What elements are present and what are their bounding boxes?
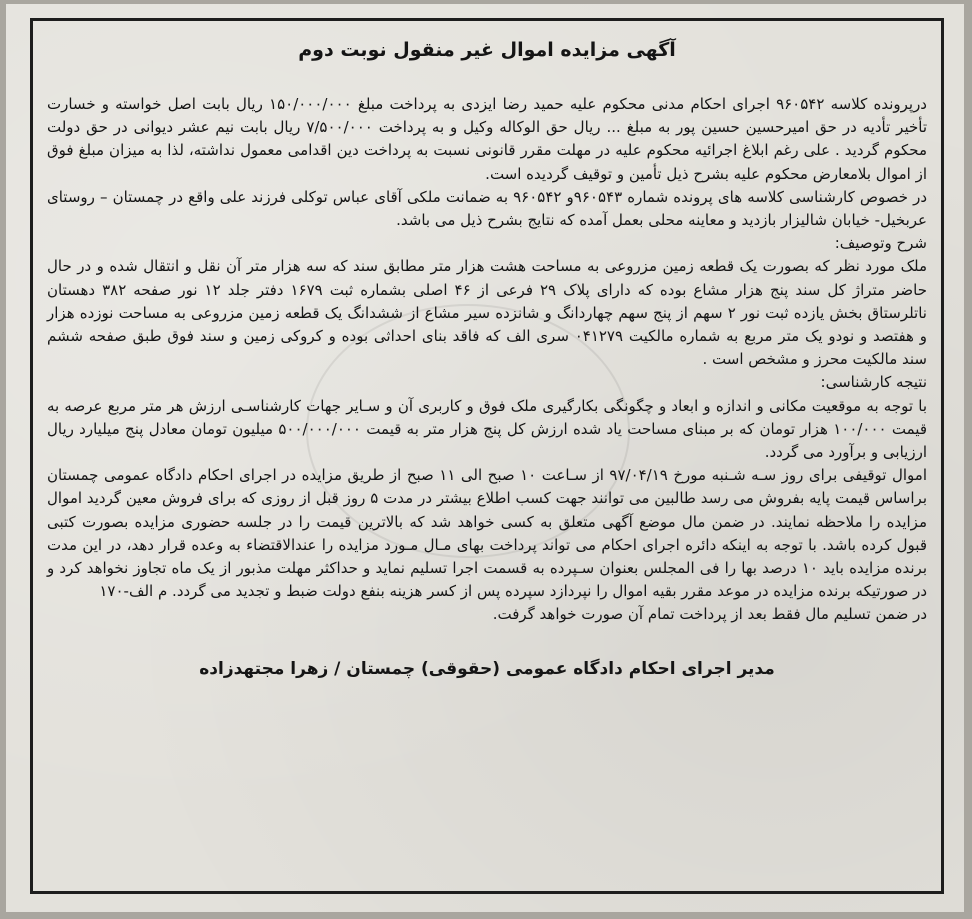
signature-line: مدیر اجرای احکام دادگاه عمومی (حقوقی) چمستان / زهرا مجتهدزاده: [199, 658, 775, 679]
paragraph-valuation: با توجه به موقعیت مکانی و اندازه و ابعاد و چگونگی بکارگیری ملک فوق و کاربری آن و سـایر جهات کارشناسـی ارزش هر متر مربع عرصه به قیمت ۱۰۰/۰۰۰ هزار تومان که بر مبنای مساحت یاد شده ارزش کل پنج هزار متر به قیمت ۵۰۰/۰۰۰/۰۰۰ میلیون تومان معادل پنج میلیارد ریال ارزیابی و برآورد می گردد.: [47, 396, 928, 462]
notice-title: آگهی مزایده اموال غیر منقول نوبت دوم: [298, 39, 676, 61]
paragraph-auction-terms: اموال توقیفی برای روز سـه شـنبه مورخ ۹۷/۰۴/۱۹ از سـاعت ۱۰ صبح الی ۱۱ صبح از طریق مزایده در اجرای احکام دادگاه عمومی چمستان براساس قیمت پایه بفروش می رسد طالبین می توانند جهت کسب اطلاع بیشتر در مدت ۵ روز قبل از روزی که برای فروش معین گردید اموال مزایده را ملاحظه نمایند. در ضمن مال موضع آگهی متعلق به کسی خواهد شد که بالاترین قیمت را در جلسه حضوری مزایده بصورت کتبی قبول کرده باشد. با توجه به اینکه دائره اجرای احکام می تواند پرداخت بهای مـال مـورد مزایده را عندالاقتضاء به وعده قرار دهد، در این مدت برنده مزایده باید ۱۰ درصد بها را فی المجلس بعنوان سـپرده به قسمت اجرا تسلیم نماید و حداکثر مهلت مذبور از یک ماه تجاوز نخواهد کرد و در صورتیکه برنده مزایده در موعد مقرر بقیه اموال را نپردازد سپرده پس از کسر هزینه بنفع دولت ضبط و تجدید می گردد. م الف-۱۷۰: [47, 466, 928, 601]
notice-body: [47, 93, 927, 627]
paragraph-expert-review: در خصوص کارشناسی کلاسه های پرونده شماره ۹۶۰۵۴۳و ۹۶۰۵۴۲ به ضمانت ملکی آقای عباس توکلی فرزند علی واقع در چمستان – روستای عربخیل- خیابان شالیزار بازدید و معاینه محلی بعمل آمده که نتایج بشرح ذیل می باشد.: [47, 187, 928, 230]
notice-frame: [30, 18, 944, 894]
paragraph-delivery-note: در ضمن تسلیم مال فقط بعد از پرداخت تمام آن صورت خواهد گرفت.: [492, 605, 927, 624]
heading-expert-result: نتیجه کارشناسی:: [820, 373, 927, 392]
paragraph-property-description: ملک مورد نظر که بصورت یک قطعه زمین مزروعی به مساحت هشت هزار متر مطابق سند که سه هزار متر آن نقل و انتقال شده و در حال حاضر متراژ کل سند پنج هزار مشاع بوده که دارای پلاک ۲۹ فرعی از ۴۶ اصلی بشماره ثبت ۱۶۷۹ دفتر جلد ۱۲ نور صفحه ۳۸۲ دهستان ناتلرستاق بخش یازده ثبت نور ۲ سهم از پنج سهم چهاردانگ و شانزده سیر مشاع از ششدانگ یک قطعه زمین مزروعی به مساحت نوزده هزار و هفتصد و نودو یک متر مربع به شماره مالکیت ۰۴۱۲۷۹ سری الف که فاقد بنای احداثی بوده و کروکی زمین و سند فوق طبق صفحه ششم سند مالکیت محرز و مشخص است .: [47, 257, 928, 369]
heading-description: شرح وتوصیف:: [834, 234, 927, 253]
paragraph-case-details: درپرونده کلاسه ۹۶۰۵۴۲ اجرای احکام مدنی محکوم علیه حمید رضا ایزدی به پرداخت مبلغ ۱۵۰/۰۰۰/۰۰۰ ریال بابت اصل خواسته و خسارت تأخیر تأدیه در حق امیرحسین حسین پور به مبلغ ... ریال حق الوکاله وکیل و به پرداخت ۷/۵۰۰/۰۰۰ ریال بابت نیم عشر دیوانی در حق دولت محکوم گردید . علی رغم ابلاغ اجرائیه محکوم علیه در مهلت مقرر قانونی نسبت به پرداخت دین اقدامی معمول نداشته، لذا به میزان مبلغ فوق از اموال بلامعارض محکوم علیه بشرح ذیل تأمین و توقیف گردیده است.: [47, 95, 927, 183]
newspaper-page: [6, 4, 964, 912]
